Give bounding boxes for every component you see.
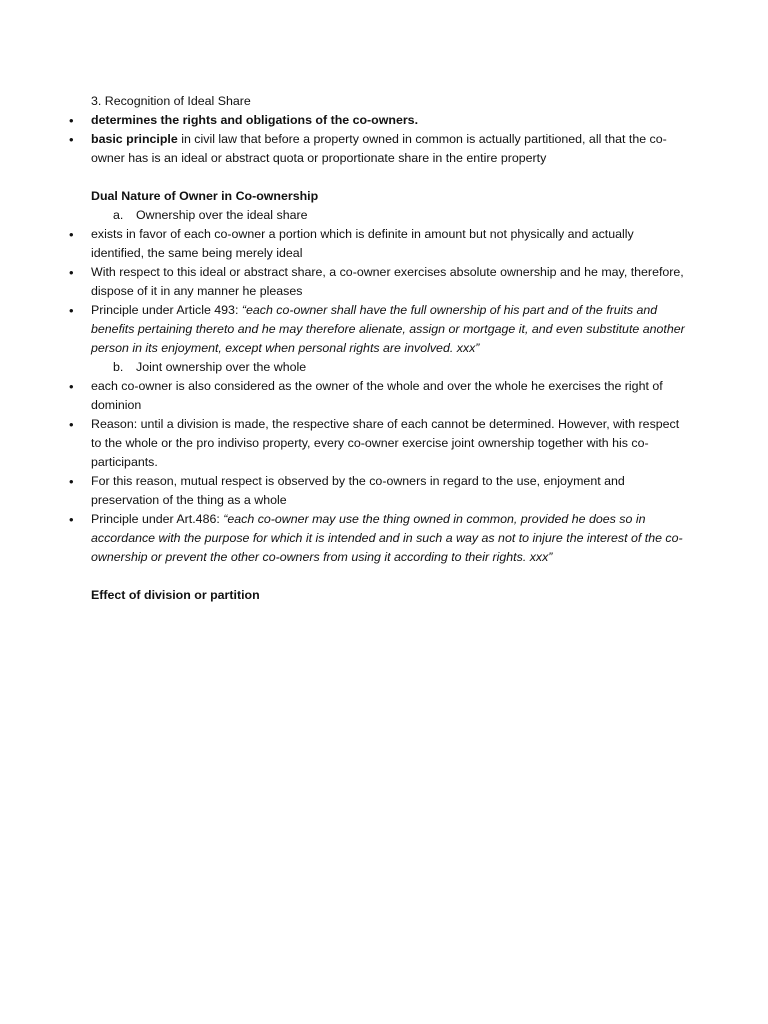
list-item [91, 111, 688, 130]
bullet-text: For this reason, mutual respect is observed by the co-owners in regard to the use, enjoyment and preservation of the thing as a whole [91, 474, 625, 507]
subsection-marker: a. [113, 208, 124, 222]
list-item [91, 263, 688, 301]
bullet-text: Reason: until a division is made, the respective share of each cannot be determined. However, with respect to the whole or the pro indiviso property, every co-owner exercise joint ownership together with his co-participants. [91, 417, 680, 469]
list-item [91, 510, 688, 567]
bullet-lead: Principle under Art.486: [91, 512, 220, 526]
bullet-text: in civil law that before a property owned in common is actually partitioned, all that the co-owner has is an ideal or abstract quota or proportionate share in the entire property [91, 132, 667, 165]
subsection-b-bullets [91, 377, 688, 567]
bullet-text: determines the rights and obligations of the co-owners. [91, 113, 419, 127]
section-heading-effect-of-division: Effect of division or partition [91, 588, 260, 602]
bullet-lead: Principle under Article 493: [91, 303, 239, 317]
bullet-lead: basic principle [91, 132, 178, 146]
bullet-text: With respect to this ideal or abstract share, a co-owner exercises absolute ownership and he may, therefore, dispose of it in any manner he pleases [91, 265, 684, 298]
subsection-a-bullets [91, 225, 688, 358]
bullet-text: each co-owner is also considered as the owner of the whole and over the whole he exercises the right of dominion [91, 379, 663, 412]
subsection-marker: b. [113, 360, 124, 374]
list-item [91, 225, 688, 263]
subsection-label: Joint ownership over the whole [136, 360, 307, 374]
list-item [91, 130, 688, 168]
list-item [91, 377, 688, 415]
list-item [91, 301, 688, 358]
subsection-b [91, 358, 688, 377]
section-heading-recognition: 3. Recognition of Ideal Share [91, 94, 251, 108]
subsection-a [91, 206, 688, 225]
recognition-bullet-list [91, 111, 688, 168]
section-heading-dual-nature: Dual Nature of Owner in Co-ownership [91, 189, 319, 203]
list-item [91, 415, 688, 472]
article-quote: “each co-owner shall have the full ownership of his part and of the fruits and benefits pertaining thereto and he may therefore alienate, assign or mortgage it, and even substitute another person in its enjoyment, except when personal rights are involved. xxx” [91, 303, 685, 355]
article-quote: “each co-owner may use the thing owned in common, provided he does so in accordance with the purpose for which it is intended and in such a way as not to injure the interest of the co-ownership or prevent the other co-owners from using it according to their rights. xxx” [91, 512, 683, 564]
bullet-text: exists in favor of each co-owner a portion which is definite in amount but not physically and actually identified, the same being merely ideal [91, 227, 634, 260]
subsection-label: Ownership over the ideal share [136, 208, 308, 222]
list-item [91, 472, 688, 510]
